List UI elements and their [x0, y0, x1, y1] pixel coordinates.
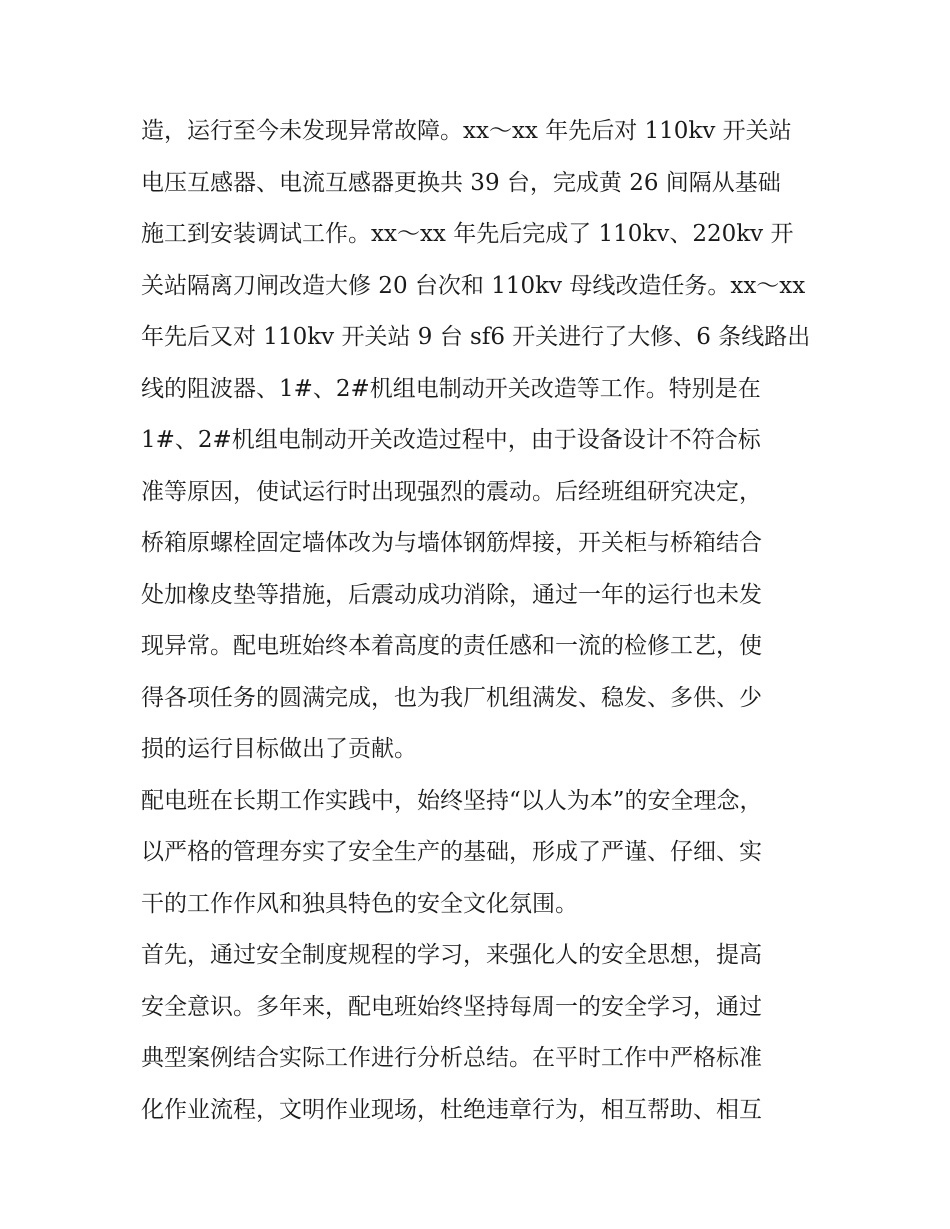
text-line: 线的阻波器、1#、2#机组电制动开关改造等工作。特别是在	[141, 375, 761, 402]
text-line: 年先后又对 110kv 开关站 9 台 sf6 开关进行了大修、6 条线路出	[141, 324, 811, 350]
text-line: 损的运行目标做出了贡献。	[141, 736, 417, 762]
text-line: 电压互感器、电流互感器更换共 39 台，完成黄 26 间隔从基础	[141, 169, 781, 196]
text-line: 现异常。配电班始终本着高度的责任感和一流的检修工艺，使	[141, 633, 762, 659]
text-line: 造，运行至今未发现异常故障。xx～xx 年先后对 110kv 开关站	[141, 118, 792, 144]
text-line: 化作业流程，文明作业现场，杜绝违章行为，相互帮助、相互	[141, 1096, 762, 1123]
body-text	[141, 106, 821, 1136]
text-line: 典型案例结合实际工作进行分析总结。在平时工作中严格标准	[141, 1045, 762, 1071]
text-line: 关站隔离刀闸改造大修 20 台次和 110kv 母线改造任务。xx～xx	[141, 272, 806, 299]
text-line: 以严格的管理夯实了安全生产的基础，形成了严谨、仔细、实	[141, 839, 762, 865]
text-line: 施工到安装调试工作。xx～xx 年先后完成了 110kv、220kv 开	[141, 221, 794, 247]
text-line: 安全意识。多年来，配电班始终坚持每周一的安全学习，通过	[141, 993, 762, 1020]
text-line: 配电班在长期工作实践中，始终坚持“以人为本”的安全理念，	[141, 787, 763, 814]
text-line: 首先，通过安全制度规程的学习，来强化人的安全思想，提高	[141, 942, 762, 968]
text-line: 干的工作作风和独具特色的安全文化氛围。	[141, 890, 578, 917]
text-line: 1#、2#机组电制动开关改造过程中，由于设备设计不符合标	[141, 427, 761, 453]
text-line: 处加橡皮垫等措施，后震动成功消除，通过一年的运行也未发	[141, 581, 762, 608]
text-line: 得各项任务的圆满完成，也为我厂机组满发、稳发、多供、少	[141, 684, 762, 711]
text-line: 准等原因，使试运行时出现强烈的震动。后经班组研究决定，	[141, 478, 762, 505]
text-line: 桥箱原螺栓固定墙体改为与墙体钢筋焊接，开关柜与桥箱结合	[141, 530, 762, 556]
